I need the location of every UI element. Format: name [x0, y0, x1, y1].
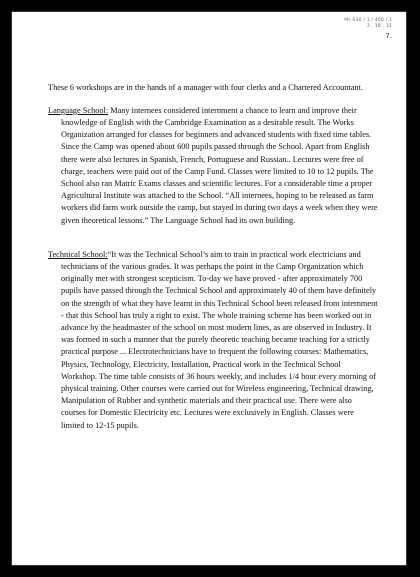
document-page: [12, 12, 406, 565]
technical-school-paragraph: [48, 249, 378, 432]
technical-school-text: “It was the Technical School’s aim to train in practical work electricians and technicians of the various grades. It was perhaps the point in the Camp Organization which originally met with strongest scepticism. To-day we have proved - after approximately 700 pupils have passed through the Technical School and approximately 40 of them have definitely on the strength of what they have learnt in this Technical School been released from internment - that this School has truly a right to exist. The whole training scheme has been worked out in advance by the headmaster of the school on most modern lines, as are observed in Industry. It was formed in such a manner that the purely theoretic teaching became teaching for a strictly practical purpose ... Electrotechnicians have to frequent the following courses: Mathematics, Physics, Technology, Electricity, Installation, Practical work in the Technical School Workshop. The time table consists of 36 hours weekly, and includes 1/4 hour every morning of physical training. Other courses were carried out for Wireless engineering, Technical drawing, Manipulation of Rubber and synthetic materials and their practical use. There were also courses for Domestic Electricity etc. Lectures were exclusively in English. Classes were limited to 12-15 pupils.: [61, 249, 378, 430]
page-number: 7.: [385, 32, 392, 40]
technical-school-heading: Technical School:: [48, 249, 108, 259]
archive-reference: [344, 18, 392, 30]
language-school-text: Many internees considered internment a chance to learn and improve their knowledge of English with the Cambridge Examination as a desirable result. The Works Organization arranged for classes for beginners and advanced students with fixed time tables. Since the Camp was opened about 600 pupils passed through the School. Apart from English there were also lectures in Spanish, French, Portuguese and Russian.. Lectures were free of charge, teachers were paid out of the Camp Fund. Classes were limited to 10 to 12 pupils. The School also ran Matric Exams classes and scientific lectures. For a considerable time a proper Agricultural Institute was attached to the School. “All internees, hoping to be released as farm workers did farm work outside the camp, but stayed in during two days a week when they were given theoretical lessons.” The Language School had its own building.: [61, 105, 378, 225]
intro-paragraph: These 6 workshops are in the hands of a manager with four clerks and a Chartered Accountant.: [48, 83, 363, 92]
language-school-paragraph: [48, 105, 378, 227]
archive-reference-line-1: Ms 630 / 1 / 460 / 1: [344, 18, 392, 23]
archive-reference-line-2: 3 . 18 . 31: [366, 24, 392, 29]
language-school-heading: Language School:: [48, 105, 109, 115]
document-body: [48, 82, 378, 432]
